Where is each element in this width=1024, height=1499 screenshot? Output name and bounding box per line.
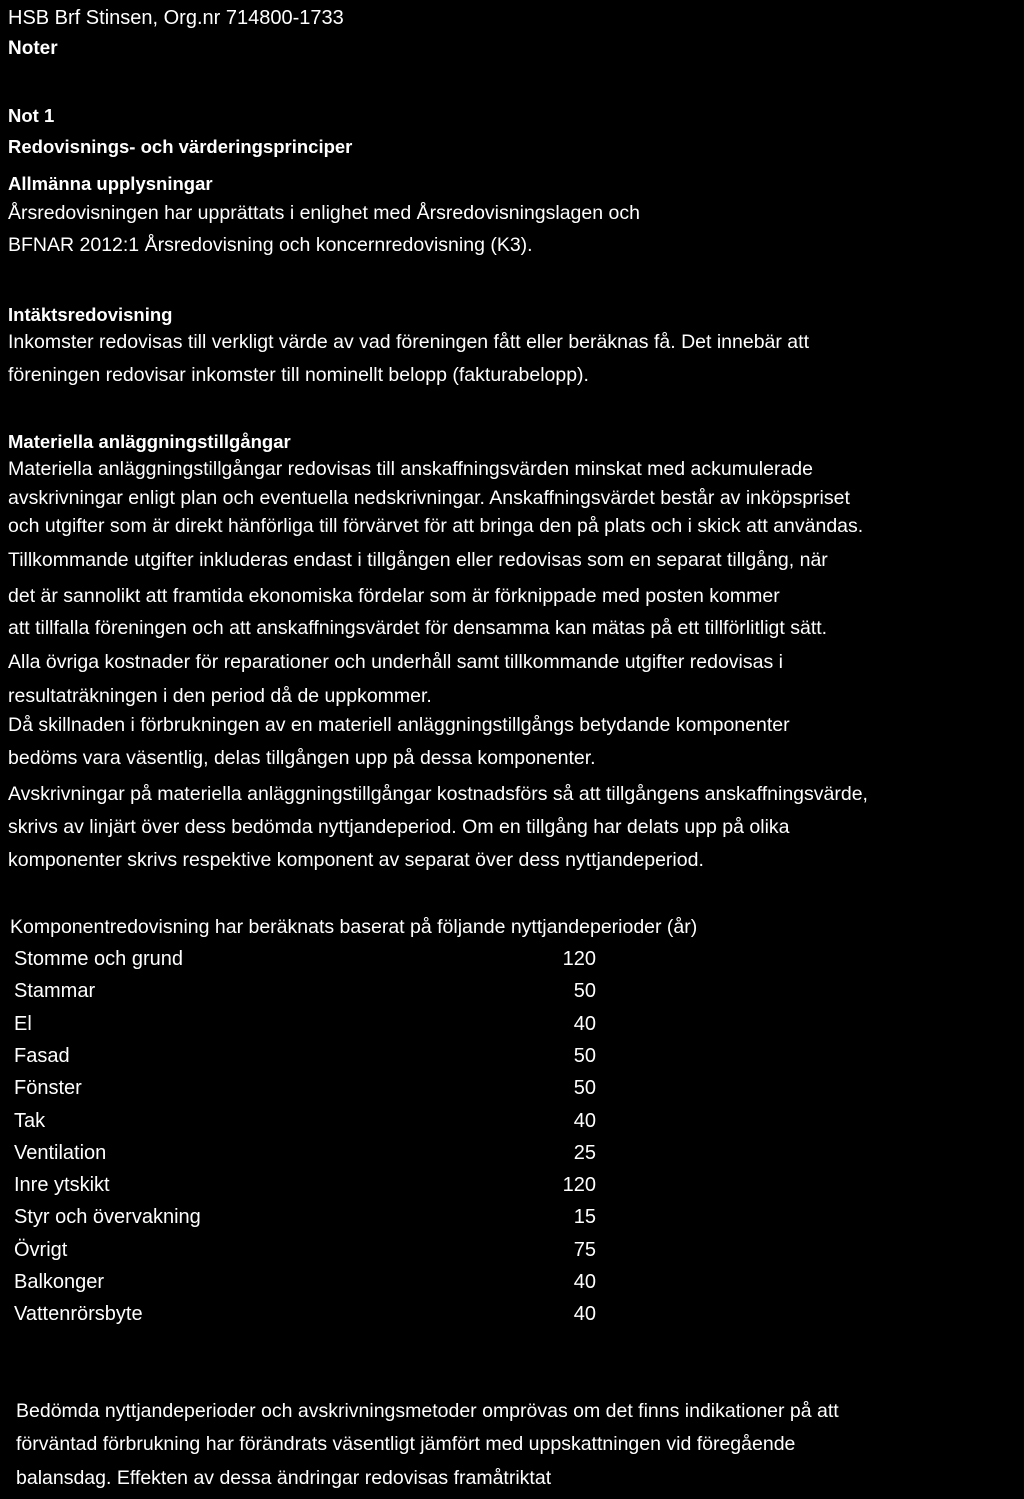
component-name: Stammar bbox=[14, 980, 96, 1002]
component-name: Styr och övervakning bbox=[14, 1206, 201, 1228]
component-row bbox=[14, 1204, 614, 1230]
note-number: Not 1 bbox=[8, 105, 55, 126]
component-years: 120 bbox=[562, 1174, 596, 1196]
tangible-line: Avskrivningar på materiella anläggningstillgångar kostnadsförs så att tillgångens anskaffningsvärde, bbox=[8, 783, 868, 805]
closing-line: Bedömda nyttjandeperioder och avskrivningsmetoder omprövas om det finns indikationer på att bbox=[16, 1400, 839, 1422]
component-years: 40 bbox=[573, 1110, 596, 1132]
component-name: Ventilation bbox=[14, 1142, 107, 1164]
note-title: Redovisnings- och värderingsprinciper bbox=[8, 136, 353, 157]
tangible-line: och utgifter som är direkt hänförliga till förvärvet för att bringa den på plats och i skick att användas. bbox=[8, 515, 864, 537]
component-row bbox=[14, 1043, 614, 1069]
tangible-line: Då skillnaden i förbrukningen av en materiell anläggningstillgångs betydande komponenter bbox=[8, 714, 790, 736]
revenue-line: Inkomster redovisas till verkligt värde av vad föreningen fått eller beräknas få. Det innebär att bbox=[8, 331, 809, 353]
component-years: 50 bbox=[573, 1077, 596, 1099]
component-name: Övrigt bbox=[14, 1239, 68, 1261]
component-row bbox=[14, 1172, 614, 1198]
revenue-heading: Intäktsredovisning bbox=[8, 304, 173, 325]
closing-line: förväntad förbrukning har förändrats väsentligt jämfört med uppskattningen vid föregående bbox=[16, 1433, 796, 1455]
component-row bbox=[14, 1011, 614, 1037]
component-name: El bbox=[14, 1013, 32, 1035]
closing-line: balansdag. Effekten av dessa ändringar redovisas framåtriktat bbox=[16, 1467, 552, 1489]
tangible-line: avskrivningar enligt plan och eventuella nedskrivningar. Anskaffningsvärdet består av inköpspriset bbox=[8, 487, 850, 509]
component-name: Tak bbox=[14, 1110, 46, 1132]
component-years: 40 bbox=[573, 1013, 596, 1035]
tangible-line: Alla övriga kostnader för reparationer och underhåll samt tillkommande utgifter redovisas i bbox=[8, 651, 783, 673]
tangible-heading: Materiella anläggningstillgångar bbox=[8, 431, 291, 452]
components-intro: Komponentredovisning har beräknats baserat på följande nyttjandeperioder (år) bbox=[10, 916, 698, 938]
component-name: Balkonger bbox=[14, 1271, 105, 1293]
component-row bbox=[14, 1075, 614, 1101]
organization-line: HSB Brf Stinsen, Org.nr 714800-1733 bbox=[8, 7, 344, 29]
component-years: 40 bbox=[573, 1271, 596, 1293]
component-row bbox=[14, 1237, 614, 1263]
component-name: Inre ytskikt bbox=[14, 1174, 110, 1196]
general-heading: Allmänna upplysningar bbox=[8, 173, 213, 194]
component-years: 15 bbox=[573, 1206, 596, 1228]
component-row bbox=[14, 1301, 614, 1327]
component-years: 50 bbox=[573, 1045, 596, 1067]
component-row bbox=[14, 946, 614, 972]
component-years: 75 bbox=[573, 1239, 596, 1261]
component-row bbox=[14, 1108, 614, 1134]
tangible-line: Materiella anläggningstillgångar redovisas till anskaffningsvärden minskat med ackumulerade bbox=[8, 458, 813, 480]
general-line: Årsredovisningen har upprättats i enlighet med Årsredovisningslagen och bbox=[8, 202, 640, 224]
tangible-line: resultaträkningen i den period då de uppkommer. bbox=[8, 685, 432, 707]
component-years: 120 bbox=[562, 948, 596, 970]
tangible-line: det är sannolikt att framtida ekonomiska fördelar som är förknippade med posten kommer bbox=[8, 585, 780, 607]
component-name: Fönster bbox=[14, 1077, 82, 1099]
component-row bbox=[14, 1140, 614, 1166]
tangible-line: att tillfalla föreningen och att anskaffningsvärdet för densamma kan mätas på ett tillförlitligt sätt. bbox=[8, 617, 828, 639]
component-name: Fasad bbox=[14, 1045, 70, 1067]
component-years: 25 bbox=[573, 1142, 596, 1164]
component-years: 50 bbox=[573, 980, 596, 1002]
component-row bbox=[14, 1269, 614, 1295]
component-name: Vattenrörsbyte bbox=[14, 1303, 143, 1325]
revenue-line: föreningen redovisar inkomster till nominellt belopp (fakturabelopp). bbox=[8, 364, 589, 386]
component-row bbox=[14, 978, 614, 1004]
tangible-line: komponenter skrivs respektive komponent av separat över dess nyttjandeperiod. bbox=[8, 849, 704, 871]
tangible-line: skrivs av linjärt över dess bedömda nyttjandeperiod. Om en tillgång har delats upp på olika bbox=[8, 816, 790, 838]
section-title: Noter bbox=[8, 38, 58, 59]
general-line: BFNAR 2012:1 Årsredovisning och koncernredovisning (K3). bbox=[8, 234, 533, 256]
component-name: Stomme och grund bbox=[14, 948, 183, 970]
component-years: 40 bbox=[573, 1303, 596, 1325]
tangible-line: bedöms vara väsentlig, delas tillgången upp på dessa komponenter. bbox=[8, 747, 596, 769]
tangible-line: Tillkommande utgifter inkluderas endast i tillgången eller redovisas som en separat tillgång, när bbox=[8, 549, 828, 571]
